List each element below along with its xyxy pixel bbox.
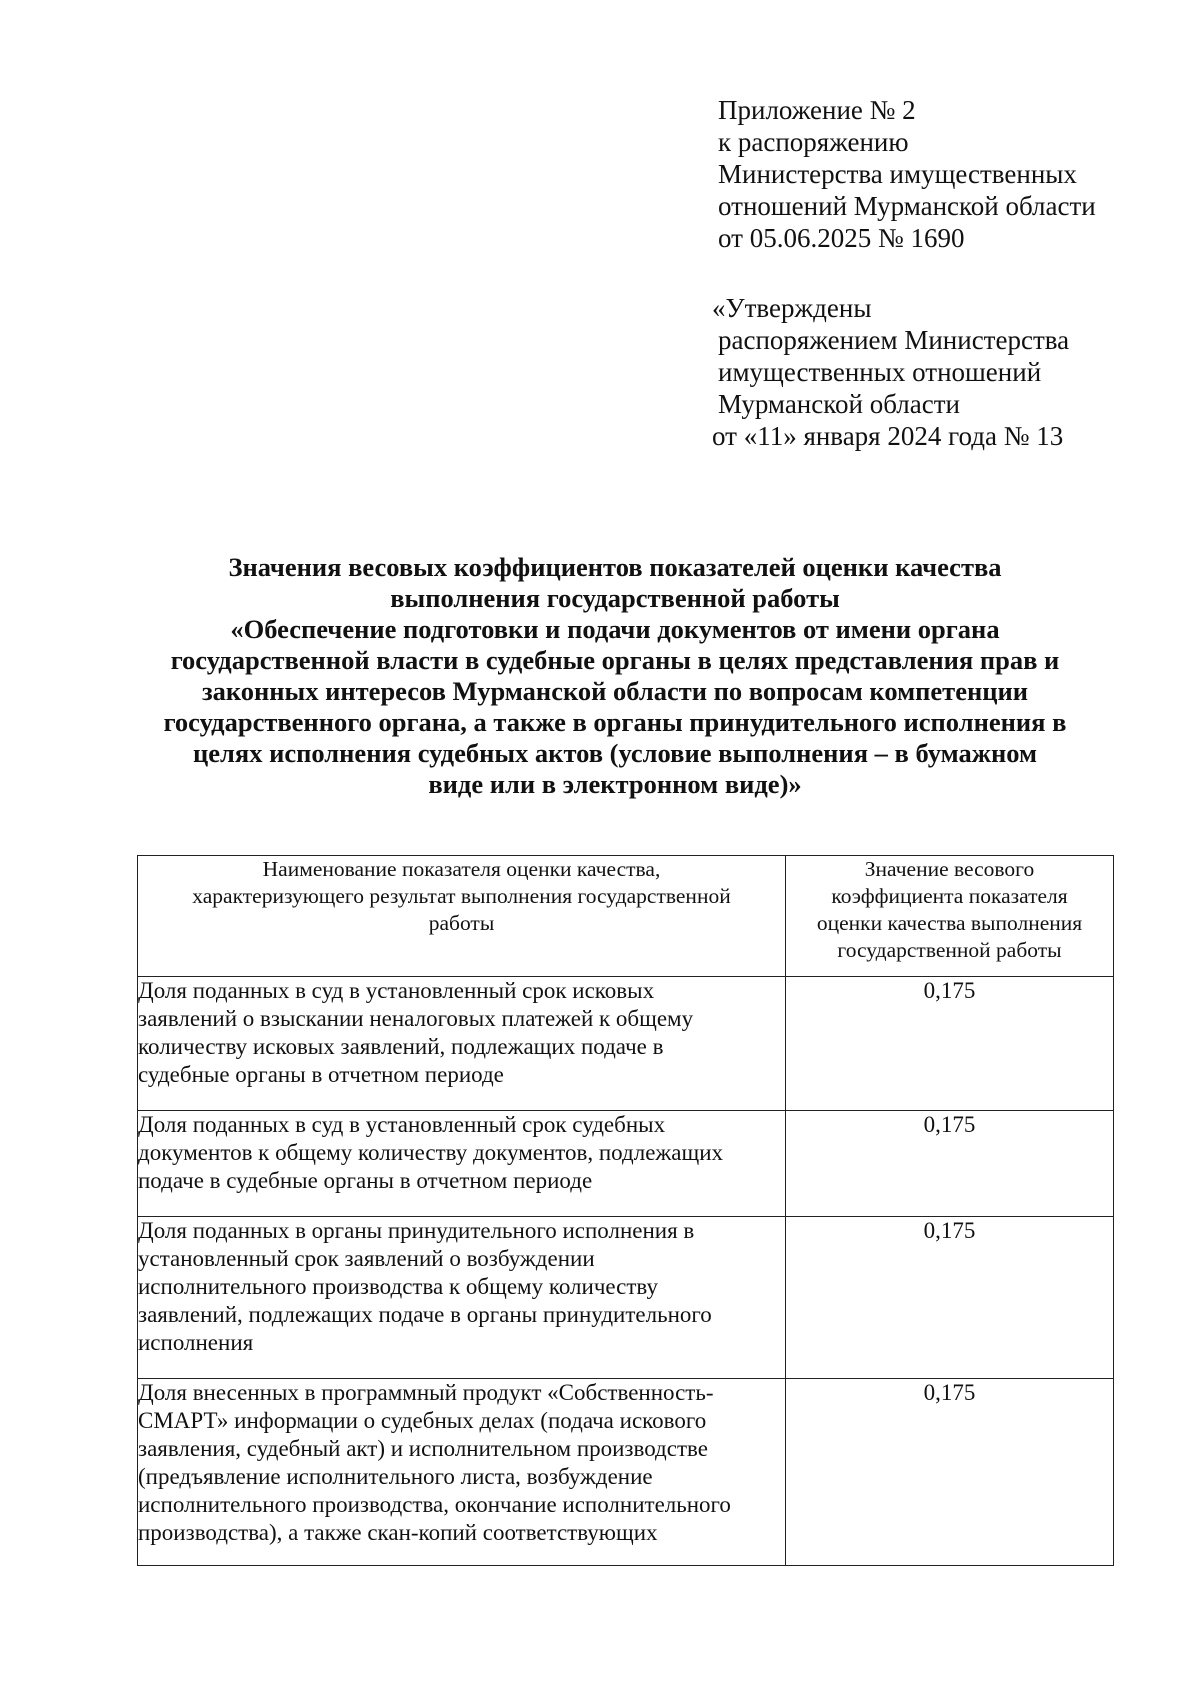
header-line: характеризующего результат выполнения государственной xyxy=(192,884,731,908)
cell-line: судебные органы в отчетном периоде xyxy=(138,1062,504,1087)
appendix-line: Министерства имущественных xyxy=(718,159,1077,189)
header-indicator-name xyxy=(138,856,786,977)
title-line: законных интересов Мурманской области по вопросам компетенции xyxy=(201,676,1029,706)
title-line: целях исполнения судебных актов (условие выполнения – в бумажном xyxy=(192,738,1038,768)
appendix-line: к распоряжению xyxy=(718,127,909,157)
cell-line: количеству исковых заявлений, подлежащих подаче в xyxy=(138,1034,664,1059)
cell-line: установленный срок заявлений о возбуждении xyxy=(138,1246,595,1271)
cell-line: исполнительного производства, окончание исполнительного xyxy=(138,1492,731,1517)
cell-line: Доля поданных в органы принудительного исполнения в xyxy=(138,1218,695,1243)
approval-line: имущественных отношений xyxy=(718,357,1042,387)
title-line: «Обеспечение подготовки и подачи документов от имени органа xyxy=(230,614,1000,644)
title-line: виде или в электронном виде)» xyxy=(428,769,802,799)
approval-line: «Утверждены xyxy=(712,293,872,323)
approval-line: распоряжением Министерства xyxy=(718,325,1070,355)
header-line: Значение весового xyxy=(864,857,1035,881)
cell-line: заявлений, подлежащих подаче в органы принудительного xyxy=(138,1302,712,1327)
cell-line: Доля поданных в суд в установленный срок судебных xyxy=(138,1112,666,1137)
cell-line: производства), а также скан-копий соответствующих xyxy=(138,1520,658,1545)
title-line: Значения весовых коэффициентов показателей оценки качества xyxy=(228,552,1002,582)
title-line: государственного органа, а также в органы принудительного исполнения в xyxy=(163,707,1067,737)
indicator-name-cell xyxy=(138,1379,786,1566)
cell-line: исполнения xyxy=(138,1330,254,1355)
cell-line: заявлений о взыскании неналоговых платежей к общему xyxy=(138,1006,694,1031)
appendix-line: отношений Мурманской области xyxy=(718,191,1096,221)
approval-line: Мурманской области xyxy=(718,389,960,419)
coefficients-table xyxy=(137,855,1114,1566)
cell-line: исполнительного производства к общему количеству xyxy=(138,1274,659,1299)
cell-line: Доля внесенных в программный продукт «Собственность- xyxy=(138,1380,714,1405)
header-line: оценки качества выполнения xyxy=(816,911,1083,935)
cell-line: Доля поданных в суд в установленный срок исковых xyxy=(138,978,655,1003)
table-row xyxy=(138,1111,1114,1217)
cell-line: документов к общему количеству документов, подлежащих xyxy=(138,1140,724,1165)
coefficient-value-cell: 0,175 xyxy=(786,977,1114,1111)
header-line: Наименование показателя оценки качества, xyxy=(262,857,661,881)
table-row xyxy=(138,1379,1114,1566)
coefficient-value-cell: 0,175 xyxy=(786,1111,1114,1217)
table-header-row xyxy=(138,856,1114,977)
table-row xyxy=(138,977,1114,1111)
indicator-name-cell xyxy=(138,977,786,1111)
header-line: коэффициента показателя xyxy=(831,884,1068,908)
coefficient-value-cell: 0,175 xyxy=(786,1217,1114,1379)
appendix-line: Приложение № 2 xyxy=(718,95,916,125)
approval-block xyxy=(712,292,1069,452)
header-line: работы xyxy=(428,911,495,935)
title-line: государственной власти в судебные органы в целях представления прав и xyxy=(170,645,1060,675)
header-line: государственной работы xyxy=(837,938,1062,962)
cell-line: (предъявление исполнительного листа, возбуждение xyxy=(138,1464,653,1489)
coefficient-value-cell: 0,175 xyxy=(786,1379,1114,1566)
cell-line: СМАРТ» информации о судебных делах (подача искового xyxy=(138,1408,707,1433)
cell-line: заявления, судебный акт) и исполнительном производстве xyxy=(138,1436,708,1461)
document-title xyxy=(120,552,1110,800)
table-row xyxy=(138,1217,1114,1379)
appendix-line: от 05.06.2025 № 1690 xyxy=(718,223,965,253)
header-coefficient-value xyxy=(786,856,1114,977)
cell-line: подаче в судебные органы в отчетном периоде xyxy=(138,1168,593,1193)
title-line: выполнения государственной работы xyxy=(390,583,840,613)
indicator-name-cell xyxy=(138,1111,786,1217)
indicator-name-cell xyxy=(138,1217,786,1379)
approval-line: от «11» января 2024 года № 13 xyxy=(712,421,1064,451)
appendix-block xyxy=(718,94,1096,254)
